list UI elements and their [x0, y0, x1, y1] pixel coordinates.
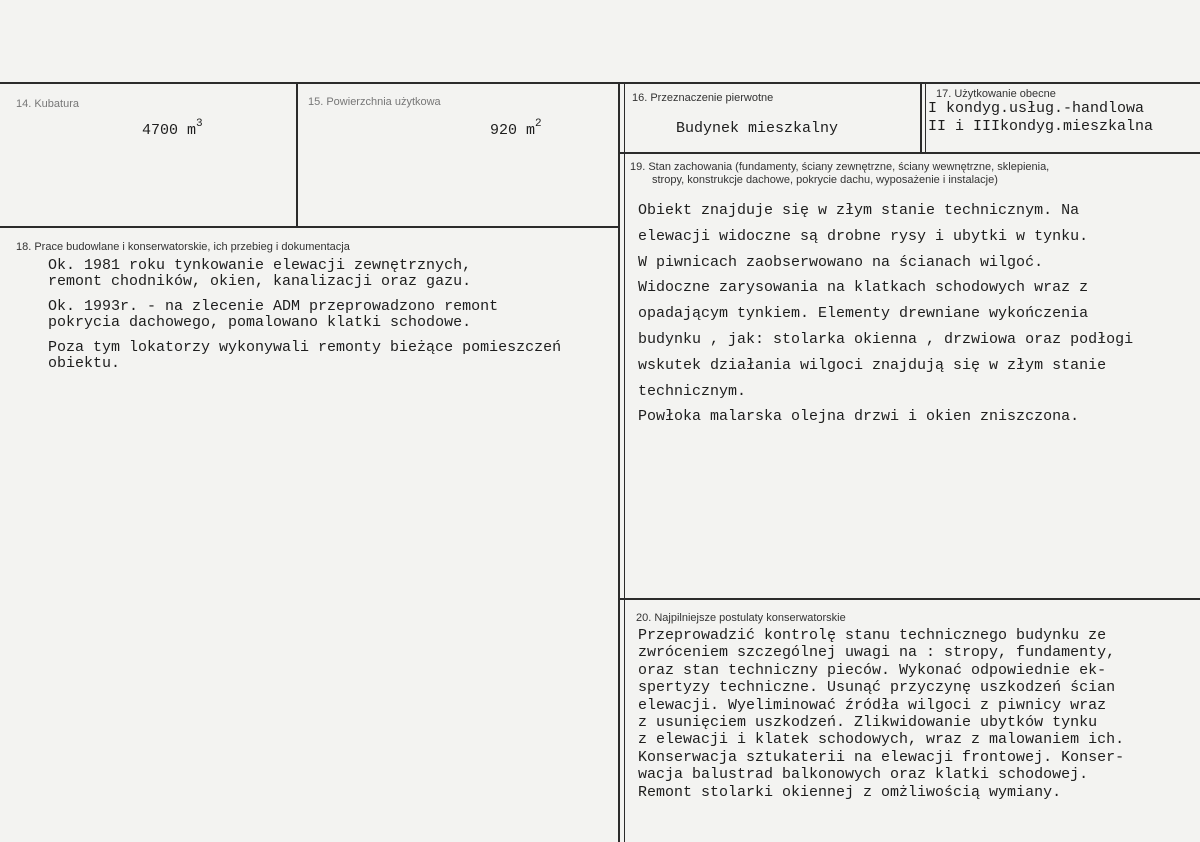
area-value: 920 m — [490, 122, 536, 139]
field-18-line: pokrycia dachowego, pomalowano klatki schodowe. — [48, 314, 472, 331]
divider-15-16 — [618, 82, 620, 842]
volume-value: 4700 m — [142, 122, 197, 139]
field-17-line: II i IIIkondyg.mieszkalna — [928, 118, 1154, 135]
field-18-line: Ok. 1993r. - na zlecenie ADM przeprowadzono remont — [48, 298, 499, 315]
field-20-line: zwróceniem szczególnej uwagi na : stropy, fundamenty, — [638, 644, 1116, 662]
field-19-line: budynku , jak: stolarka okienna , drzwiowa oraz podłogi — [638, 330, 1134, 348]
field-16-value: Budynek mieszkalny — [676, 120, 839, 137]
field-17-value — [928, 100, 1153, 136]
field-14-label: 14. Kubatura — [16, 98, 79, 110]
divider-14-15 — [296, 84, 298, 227]
field-19-label — [630, 161, 1049, 187]
divider-inner-16 — [624, 82, 625, 842]
field-19-line: Obiekt znajduje się w złym stanie technicznym. Na — [638, 202, 1080, 219]
field-15-label: 15. Powierzchnia użytkowa — [308, 96, 441, 108]
top-rule — [0, 82, 1200, 84]
field-16-label: 16. Przeznaczenie pierwotne — [632, 92, 774, 104]
field-19-line: elewacji widoczne są drobne rysy i ubytki w tynku. — [638, 227, 1089, 245]
field-14-value — [142, 118, 203, 139]
field-19-line: Widoczne zarysowania na klatkach schodowych wraz z — [638, 279, 1089, 297]
mid-rule-left — [0, 226, 620, 228]
divider-16-17 — [920, 82, 922, 154]
field-20-line: wacja balustrad balkonowych oraz klatki schodowej. — [638, 766, 1089, 784]
field-19-line: W piwnicach zaobserwowano na ścianach wilgoć. — [638, 253, 1044, 271]
field-20-line: elewacji. Wyeliminować źródła wilgoci z piwnicy wraz — [638, 696, 1107, 714]
field-19-line: wskutek działania wilgoci znajdują się w złym stanie — [638, 356, 1107, 374]
field-17-line: I kondyg.usług.-handlowa — [928, 100, 1145, 117]
field-20-line: spertyzy techniczne. Usunąć przyczynę uszkodzeń ścian — [638, 679, 1116, 697]
field-20-line: Remont stolarki okiennej z omżliwością wymiany. — [638, 783, 1062, 801]
field-20-line: z usunięciem uszkodzeń. Zlikwidowanie ubytków tynku — [638, 714, 1098, 732]
area-unit-exponent: 2 — [535, 118, 542, 130]
field-19-text — [638, 198, 1133, 430]
field-20-line: Przeprowadzić kontrolę stanu technicznego budynku ze — [638, 627, 1107, 644]
field-19-line: technicznym. — [638, 382, 747, 400]
lower-rule-right — [620, 598, 1200, 600]
field-19-line: Powłoka malarska olejna drzwi i okien zniszczona. — [638, 408, 1080, 426]
field-15-value — [490, 118, 542, 139]
divider-inner-17 — [925, 82, 926, 154]
field-18-text — [48, 258, 561, 372]
field-20-text — [638, 627, 1124, 801]
field-19-label-line: 19. Stan zachowania (fundamenty, ściany zewnętrzne, ściany wewnętrzne, sklepienia, — [630, 161, 1050, 173]
field-20-line: Konserwacja sztukaterii na elewacji frontowej. Konser- — [638, 748, 1125, 766]
field-19-line: opadającym tynkiem. Elementy drewniane wykończenia — [638, 305, 1089, 323]
field-20-line: oraz stan techniczny pieców. Wykonać odpowiednie ek- — [638, 661, 1107, 679]
field-20-line: z elewacji i klatek schodowych, wraz z malowaniem ich. — [638, 731, 1125, 749]
field-19-label-line: stropy, konstrukcje dachowe, pokrycie dachu, wyposażenie i instalacje) — [652, 174, 998, 186]
field-20-label: 20. Najpilniejsze postulaty konserwatorskie — [636, 612, 846, 624]
volume-unit-exponent: 3 — [196, 118, 203, 130]
field-18-line: Poza tym lokatorzy wykonywali remonty bieżące pomieszczeń — [48, 339, 562, 356]
mid-rule-right — [620, 152, 1200, 154]
field-18-label: 18. Prace budowlane i konserwatorskie, ich przebieg i dokumentacja — [16, 241, 350, 253]
field-17-label: 17. Użytkowanie obecne — [936, 88, 1056, 100]
field-18-line: obiektu. — [48, 355, 121, 372]
field-18-line: remont chodników, okien, kanalizacji oraz gazu. — [48, 273, 472, 290]
field-18-line: Ok. 1981 roku tynkowanie elewacji zewnętrznych, — [48, 257, 472, 274]
